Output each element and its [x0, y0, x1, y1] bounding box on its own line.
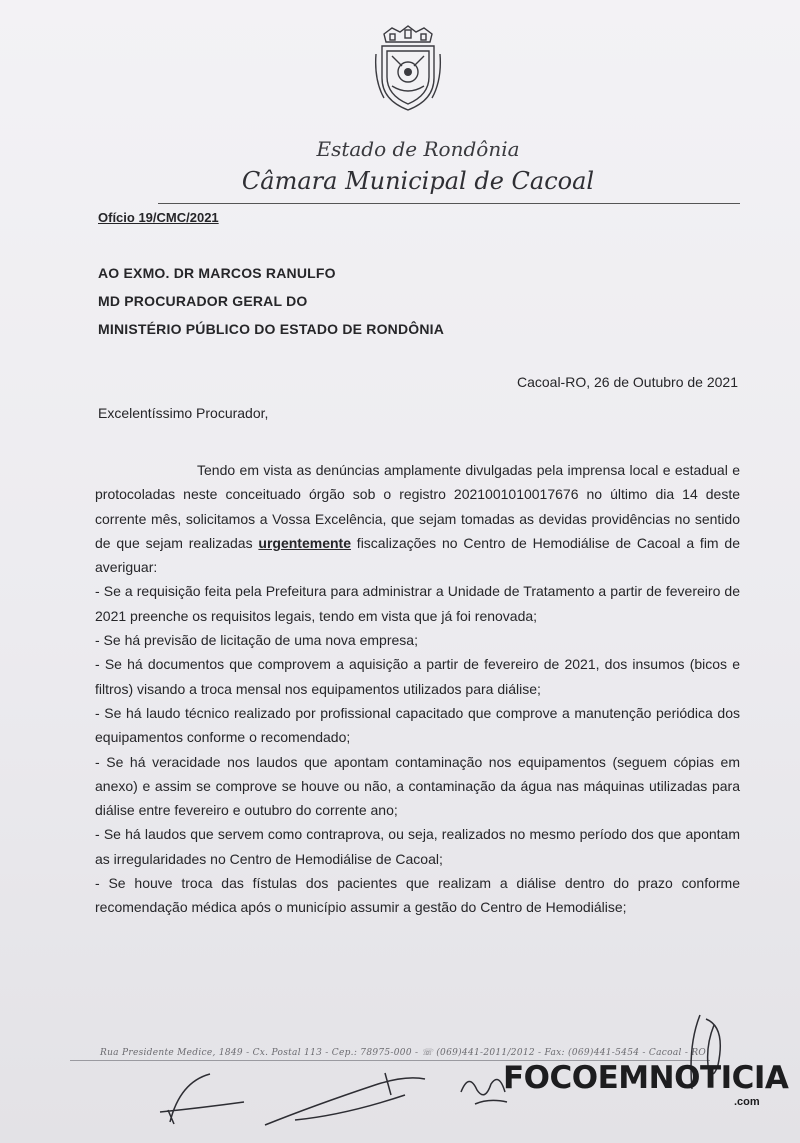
intro-emphasis: urgentemente — [258, 534, 351, 551]
oficio-number: Ofício 19/CMC/2021 — [98, 210, 219, 225]
list-item: - Se há laudos que servem como contraprova, ou seja, realizados no mesmo período dos que apontam as irregularidades no Centro de Hemodiálise de Cacoal; — [95, 826, 740, 867]
recipient-line-3: MINISTÉRIO PÚBLICO DO ESTADO DE RONDÔNIA — [98, 321, 445, 337]
list-item: - Se a requisição feita pela Prefeitura para administrar a Unidade de Tratamento a partir de fevereiro de 2021 preenche os requisitos legais, tendo em vista que já foi renovada; — [95, 583, 740, 624]
list-item: - Se há laudo técnico realizado por profissional capacitado que comprove a manutenção periódica dos equipamentos conforme o recomendado; — [95, 704, 740, 746]
camara-name: Câmara Municipal de Cacoal — [241, 167, 595, 195]
recipient-line-2: MD PROCURADOR GERAL DO — [98, 293, 308, 309]
letter-date: Cacoal-RO, 26 de Outubro de 2021 — [516, 374, 738, 390]
state-name: Estado de Rondônia — [316, 137, 520, 161]
greeting: Excelentíssimo Procurador, — [98, 405, 269, 421]
list-item: - Se há veracidade nos laudos que apontam contaminação nos equipamentos (seguem cópias em anexo) e assim se comprove se houve ou não, a contaminação da água nas máquinas utilizadas para diálise entre fevereiro e outubro do corrente ano; — [95, 753, 740, 819]
signature-2-icon — [255, 1065, 435, 1135]
recipient-line-1: AO EXMO. DR MARCOS RANULFO — [98, 265, 336, 281]
list-item: - Se há documentos que comprovem a aquisição a partir de fevereiro de 2021, dos insumos (bicos e filtros) visando a troca mensal nos equipamentos utilizados para diálise; — [95, 656, 740, 697]
intro-text-before: Tendo em vista as denúncias amplamente divulgadas pela imprensa local e estadual e protocoladas neste conceituado órgão sob o registro 2021001010017676 no último dia 14 deste corrente mês, solicitamos a Vossa Excelência, que sejam tomadas as devidas providências no sentido de que sejam realizadas — [95, 462, 740, 551]
letter-body — [95, 458, 740, 920]
header-divider — [158, 203, 740, 204]
list-item: - Se há previsão de licitação de uma nova empresa; — [95, 632, 418, 649]
municipal-crest-icon — [372, 20, 444, 116]
watermark-brand: FOCOEMNOTICIA — [503, 1060, 789, 1096]
watermark-suffix: .com — [734, 1096, 760, 1108]
footer-address: Rua Presidente Medice, 1849 - Cx. Postal 113 - Cep.: 78975-000 - ☏ (069)441-2011/2012 - Fax: (069)441-5454 - Cacoal - RO — [100, 1048, 707, 1058]
list-item: - Se houve troca das fístulas dos pacientes que realizam a diálise dentro do prazo conforme recomendação médica após o município assumir a gestão do Centro de Hemodiálise; — [95, 875, 740, 916]
signature-1-icon — [140, 1062, 250, 1132]
intro-paragraph — [95, 458, 740, 579]
intro-text-after: fiscalizações no Centro de Hemodiálise de Cacoal a fim de averiguar: — [95, 534, 740, 576]
